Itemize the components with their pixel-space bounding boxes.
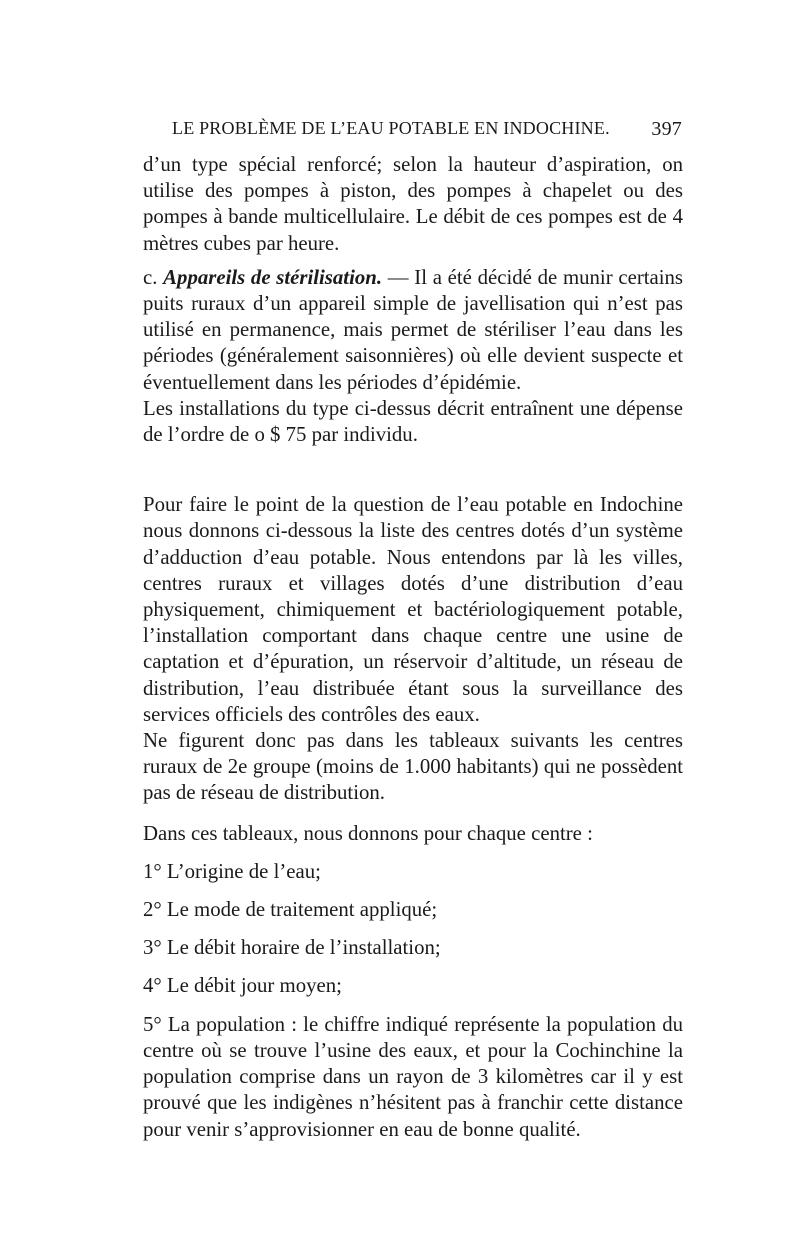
- paragraph-continuation: d’un type spécial renforcé; selon la hauteur d’aspiration, on utilise des pompes à piston, des pompes à chapelet ou des pompes à bande multicellulaire. Le débit de ces pompes est de 4 mètres cubes par heure.: [143, 153, 683, 255]
- section-text: — Il a été décidé de munir certains puits ruraux d’un appareil simple de javellisation qui n’est pas utilisé en permanence, mais permet de stériliser l’eau dans les périodes (généralement saisonnières) où elle devient suspecte et éventuellement dans les périodes d’épidémie.: [143, 265, 684, 394]
- list-item: 1° L’origine de l’eau;: [143, 859, 321, 883]
- list-item-population: 5° La population : le chiffre indiqué représente la population du centre où se trouve l’usine des eaux, et pour la Cochinchine la population comprise dans un rayon de 3 kilomètres car il y est prouvé que les indigènes n’hésitent pas à franchir cette distance pour venir s’approvisionner en eau de bonne qualité.: [143, 1012, 683, 1141]
- section-heading: Appareils de stérilisation.: [163, 265, 383, 289]
- page-body: [143, 152, 683, 1143]
- paragraph-intro-list: Dans ces tableaux, nous donnons pour chaque centre :: [143, 821, 593, 845]
- paragraph-sterilisation: [143, 265, 683, 396]
- running-header: [172, 118, 682, 144]
- page-number: 397: [651, 118, 682, 140]
- list-item: 2° Le mode de traitement appliqué;: [143, 898, 438, 922]
- paragraph-overview: Pour faire le point de la question de l’eau potable en Indochine nous donnons ci-dessous la liste des centres dotés d’un système d’adduction d’eau potable. Nous entendons par là les villes, centres ruraux et villages dotés d’une distribution d’eau physiquement, chimiquement et bactériologiquement potable, l’installation comportant dans chaque centre une usine de captation et d’épuration, un réservoir d’altitude, un réseau de distribution, l’eau distribuée étant sous la surveillance des services officiels des contrôles des eaux.: [143, 493, 683, 726]
- list-item: 3° Le débit horaire de l’installation;: [143, 936, 441, 960]
- running-title: LE PROBLÈME DE L’EAU POTABLE EN INDOCHINE.: [172, 118, 610, 138]
- section-letter: c.: [143, 265, 158, 289]
- list-item: 4° Le débit jour moyen;: [143, 974, 342, 998]
- paragraph-exclusions: Ne figurent donc pas dans les tableaux suivants les centres ruraux de 2e groupe (moins de 1.000 habitants) qui ne possèdent pas de réseau de distribution.: [143, 729, 683, 805]
- paragraph-cost: Les installations du type ci-dessus décrit entraînent une dépense de l’ordre de o $ 75 par individu.: [143, 396, 683, 447]
